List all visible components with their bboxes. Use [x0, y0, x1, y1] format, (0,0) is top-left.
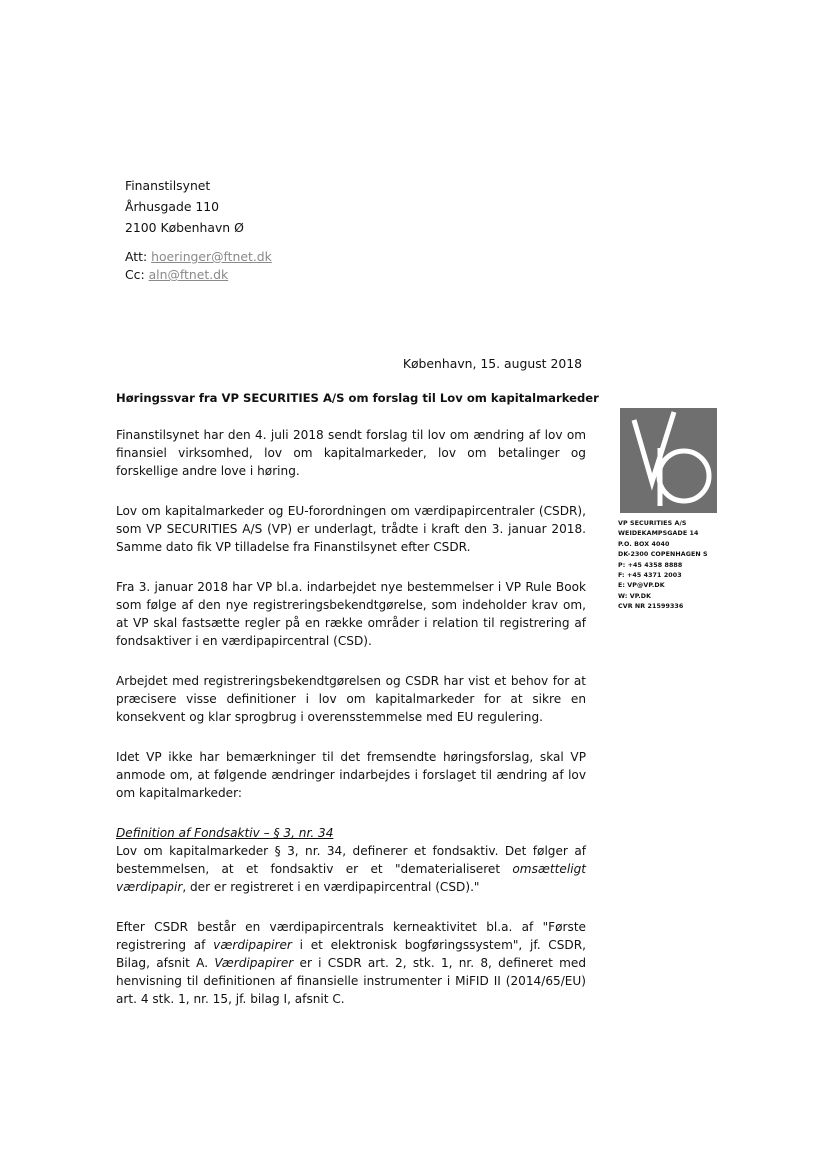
cc-label: Cc: — [125, 267, 145, 282]
p6-text-c: , der er registreret i en værdipapircentral (CSD)." — [182, 880, 480, 894]
vp-company: VP SECURITIES A/S — [618, 520, 687, 527]
vp-cvr: CVR NR 21599336 — [618, 603, 684, 611]
cc-line — [125, 266, 272, 284]
vp-logo-mark — [620, 408, 717, 513]
paragraph-4: Arbejdet med registreringsbekendtgørelsen og CSDR har vist et behov for at præcisere visse definitioner i lov om kapitalmarkeder for at sikre en konsekvent og klar sprogbrug i overensstemmelse med EU regulering. — [116, 674, 586, 724]
paragraph-6 — [116, 842, 586, 896]
p6-italic-term: omsætteligt værdipapir — [116, 862, 586, 894]
letter-subject: Høringssvar fra VP SECURITIES A/S om forslag til Lov om kapitalmarkeder — [116, 391, 599, 405]
vp-logo — [620, 408, 717, 513]
paragraph-5: Idet VP ikke har bemærkninger til det fremsendte høringsforslag, skal VP anmode om, at følgende ændringer indarbejdes i forslaget til ændring af lov om kapitalmarkeder: — [116, 750, 586, 800]
paragraph-3: Fra 3. januar 2018 har VP bl.a. indarbejdet nye bestemmelser i VP Rule Book som følge af den nye registreringsbekendtgørelse, som indeholder krav om, at VP skal fastsætte regler på en række områder i relation til registrering af fondsaktiver i en værdipapircentral (CSD). — [116, 580, 586, 648]
recipient-address — [125, 175, 244, 238]
att-email-link[interactable]: hoeringer@ftnet.dk — [151, 249, 272, 264]
vp-contact-info — [618, 519, 738, 613]
vp-fax: F: +45 4371 2003 — [618, 572, 682, 580]
vp-street: WEIDEKAMPSGADE 14 — [618, 530, 699, 538]
attention-block — [125, 248, 272, 284]
vp-pobox: P.O. BOX 4040 — [618, 540, 670, 548]
letter-body — [116, 426, 586, 1030]
paragraph-1: Finanstilsynet har den 4. juli 2018 sendt forslag til lov om ændring af lov om finansiel virksomhed, lov om kapitalmarkeder, lov om betalinger og forskellige andre love i høring. — [116, 428, 586, 478]
att-label: Att: — [125, 249, 148, 264]
att-line — [125, 248, 272, 266]
p7-text-e: er i CSDR art. 2, stk. 1, nr. 8, defineret med henvisning til definitionen af finansielle instrumenter i MiFID II (2014/65/EU) art. 4 stk. 1, nr. 15, jf. bilag I, afsnit C. — [116, 956, 586, 1006]
vp-city: DK-2300 COPENHAGEN S — [618, 551, 708, 559]
p7-text-c: i et elektronisk bogføringssystem", jf. CSDR, Bilag, afsnit A. — [116, 938, 586, 970]
p6-text-a: Lov om kapitalmarkeder § 3, nr. 34, definerer et fondsaktiv. Det følger af bestemmelsen, at et fondsaktiv er et "dematerialiseret — [116, 844, 586, 876]
p7-italic-term-1: værdipapirer — [213, 938, 292, 952]
p7-text-a: Efter CSDR består en værdipapircentrals kerneaktivitet bl.a. af "Første registrering af — [116, 920, 586, 952]
recipient-city: 2100 København Ø — [125, 220, 244, 235]
vp-phone: P: +45 4358 8888 — [618, 561, 683, 569]
recipient-name: Finanstilsynet — [125, 178, 211, 193]
p7-italic-term-2: Værdipapirer — [214, 956, 294, 970]
recipient-street: Århusgade 110 — [125, 199, 220, 214]
cc-email-link[interactable]: aln@ftnet.dk — [148, 267, 229, 282]
paragraph-7 — [116, 918, 586, 1008]
paragraph-2: Lov om kapitalmarkeder og EU-forordningen om værdipapircentraler (CSDR), som VP SECURITIES A/S (VP) er underlagt, trådte i kraft den 3. januar 2018. Samme dato fik VP tilladelse fra Finanstilsynet efter CSDR. — [116, 504, 586, 554]
vp-email: E: VP@VP.DK — [618, 582, 665, 590]
vp-web: W: VP.DK — [618, 592, 652, 600]
date-line: København, 15. august 2018 — [402, 356, 582, 371]
section-heading: Definition af Fondsaktiv – § 3, nr. 34 — [116, 826, 334, 840]
